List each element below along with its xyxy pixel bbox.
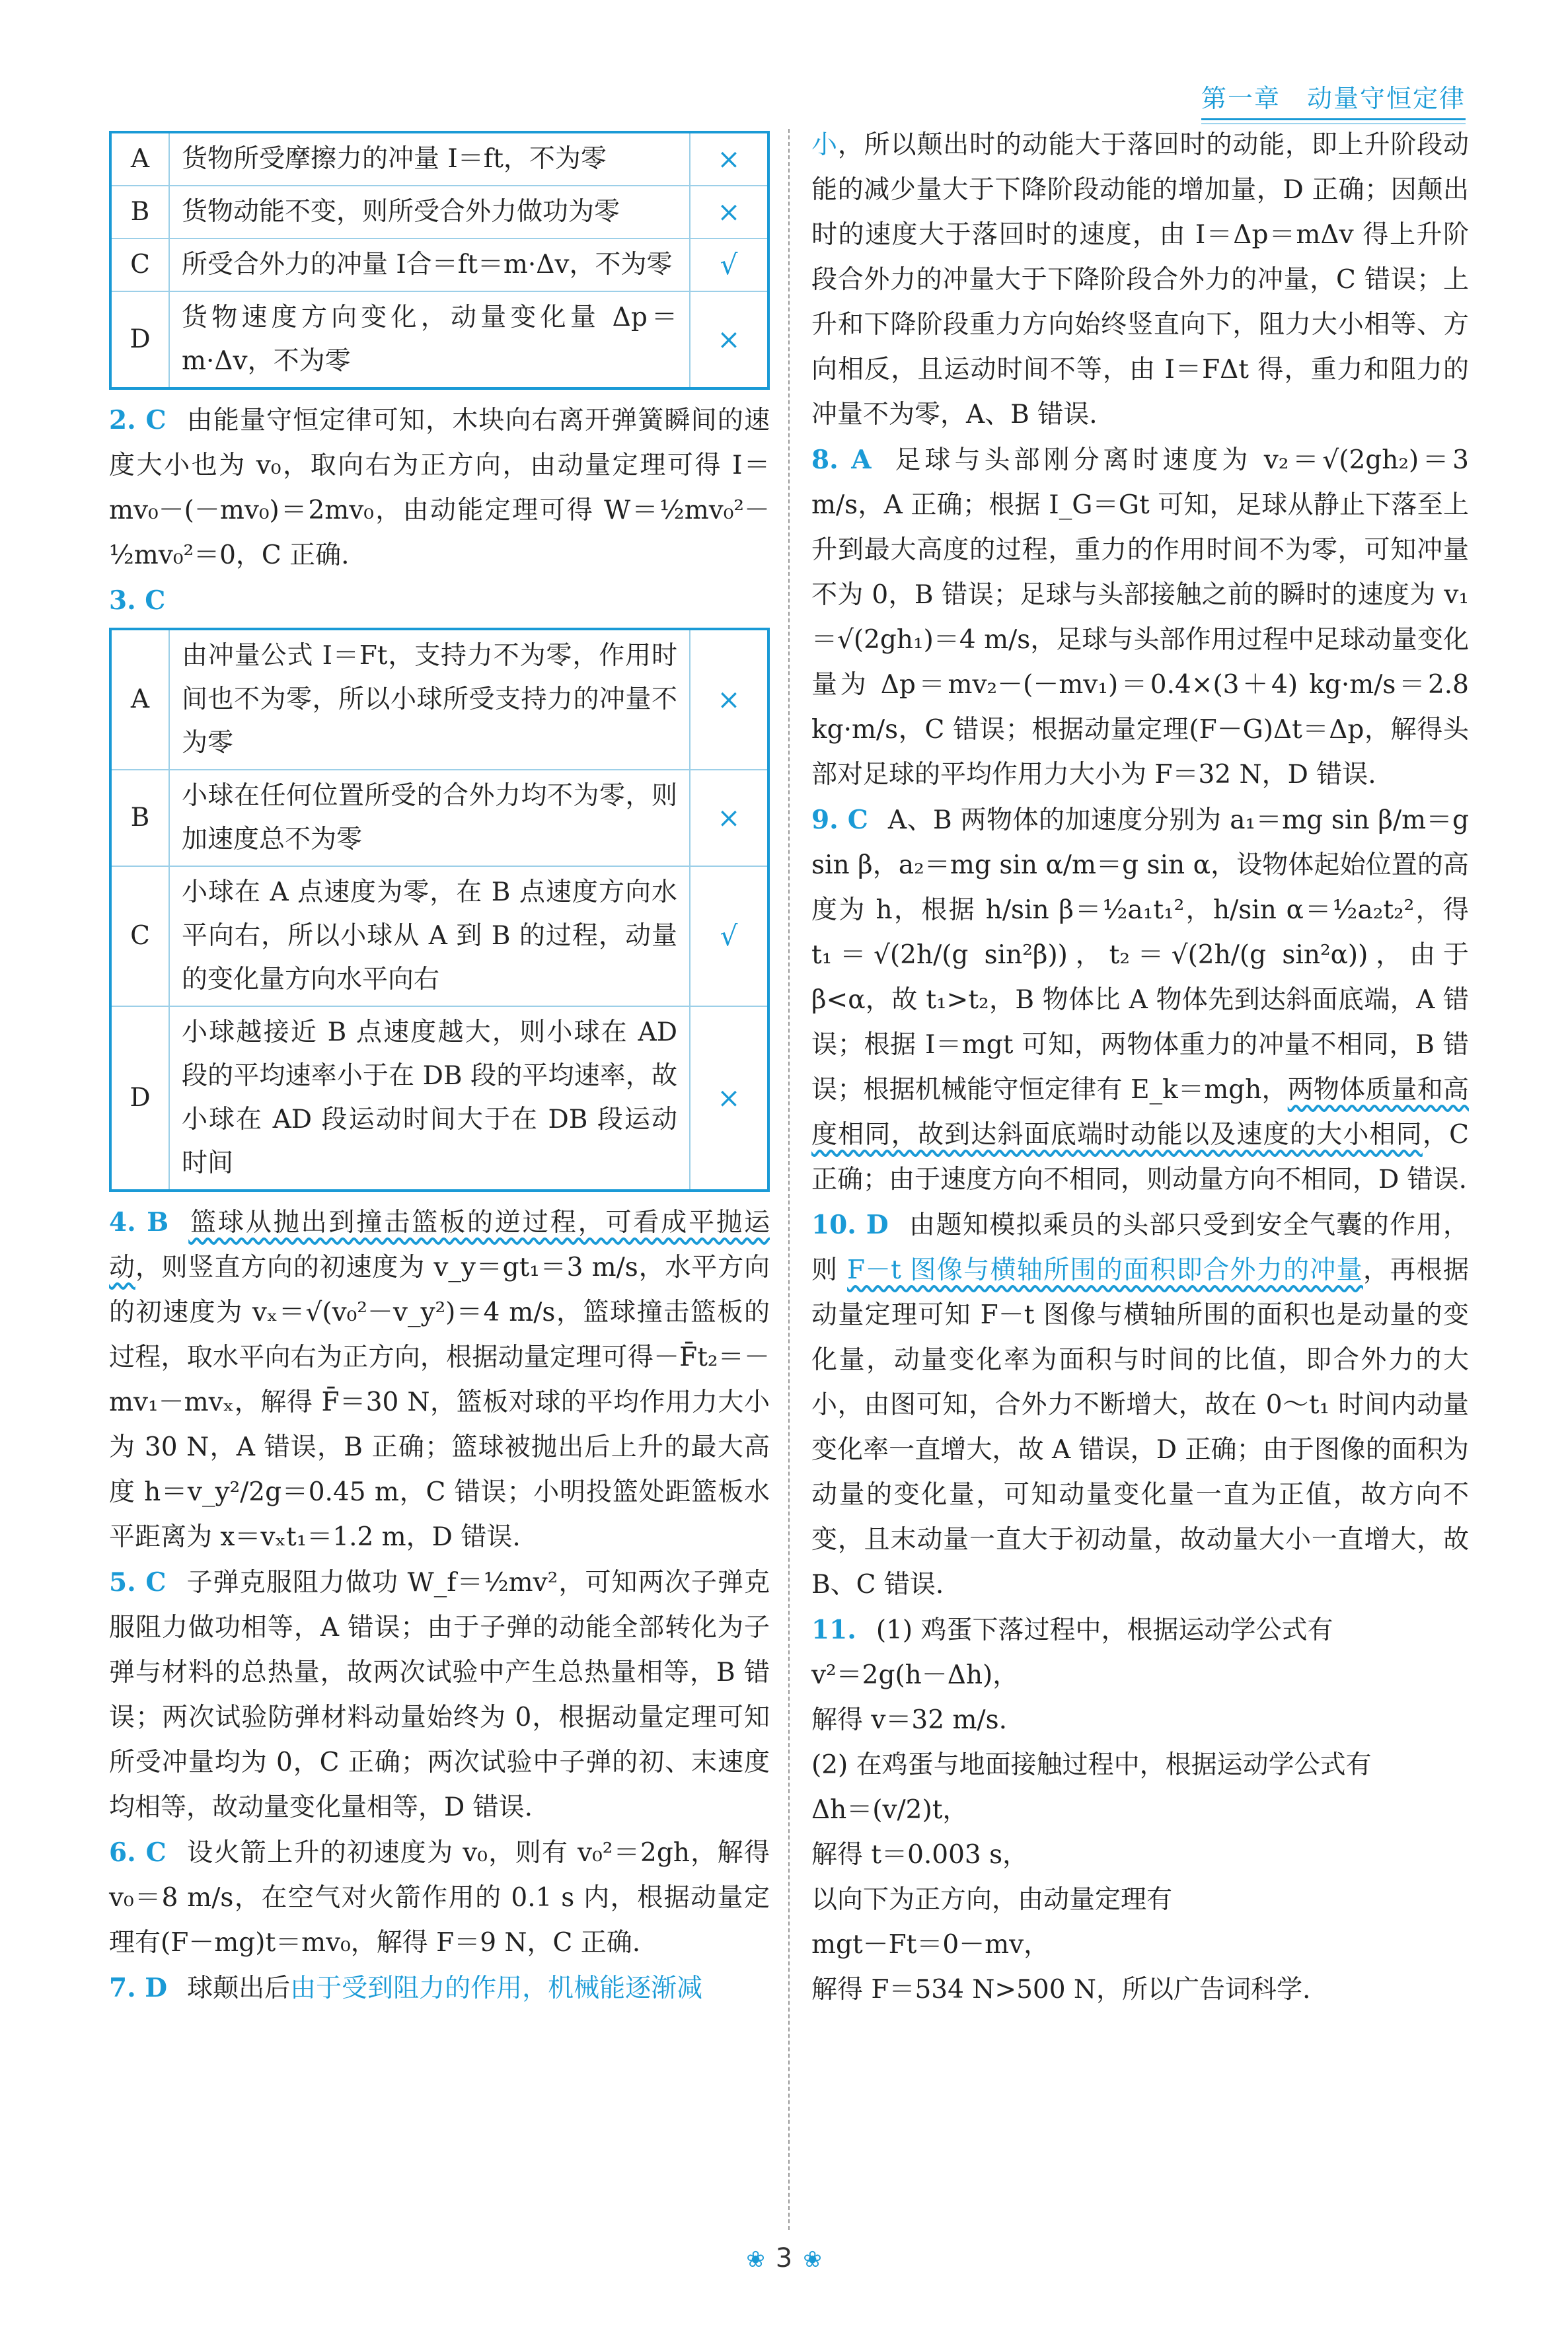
left-column (109, 131, 770, 2011)
highlighted-text: 由于受到阻力的作用，机械能逐渐减 (290, 1974, 703, 2003)
answer-label: 2. C (109, 405, 167, 435)
cross-icon: × (690, 1006, 768, 1191)
answer-item (811, 1923, 1469, 1968)
answer-text: Δh＝(v/2)t， (811, 1795, 969, 1825)
answer-item (109, 1200, 770, 1560)
answer-text: ，所以颠出时的动能大于落回时的动能，即上升阶段动能的减少量大于下降阶段动能的增加量，D 正确；因颠出时的速度大于落回时的速度，由 I＝Δp＝mΔv 得上升阶段合外力的冲量大于下降阶段合外力的冲量，C 错误；上升和下降阶段重力方向始终竖直向下，阻力大小相等、方向相反，且运动时间不等，由 I＝FΔt 得，重力和阻力的冲量不为零，A、B 错误. (811, 130, 1469, 429)
answer-text: 设火箭上升的初速度为 v₀，则有 v₀²＝2gh，解得 v₀＝8 m/s，在空气对火箭作用的 0.1 s 内，根据动量定理有(F－mg)t＝mv₀，解得 F＝9 N，C 正确. (109, 1838, 770, 1958)
answer-item (811, 1833, 1469, 1878)
answer-item (811, 1607, 1469, 1653)
option-text: 小球在任何位置所受的合外力均不为零，则加速度总不为零 (169, 770, 690, 866)
answer-item (811, 1878, 1469, 1923)
answer-text: 解得 F＝534 N>500 N，所以广告词科学. (811, 1975, 1311, 2005)
answer-text: 由题知模拟乘员的头部只受到安全气囊的作用，则 (811, 1210, 1469, 1285)
answer-text: 由能量守恒定律可知，木块向右离开弹簧瞬间的速度大小也为 v₀，取向右为正方向，由动量定理可得 I＝mv₀－(－mv₀)＝2mv₀，由动能定理可得 W＝½mv₀²－½mv₀²＝0，C 正确. (109, 406, 770, 570)
option-key: B (110, 770, 169, 866)
answer-item (811, 123, 1469, 437)
cross-icon: × (690, 186, 768, 239)
option-key: C (110, 239, 169, 291)
answer-text: mgt－Ft＝0－mv， (811, 1930, 1050, 1960)
highlighted-text: 篮球从抛出到撞击篮板的逆过程，可看成平抛运动 (109, 1208, 770, 1282)
answer-text: ，则竖直方向的初速度为 v_y＝gt₁＝3 m/s，水平方向的初速度为 vₓ＝√(v₀²－v_y²)＝4 m/s，篮球撞击篮板的过程，取水平向右为正方向，根据动量定理可得－F̄t₂＝－mv₁－mvₓ，解得 F̄＝30 N，篮板对球的平均作用力大小为 30 N，A 错误，B 正确；篮球被抛出后上升的最大高度 h＝v_y²/2g＝0.45 m，C 错误；小明投篮处距篮板水平距离为 x＝vₓt₁＝1.2 m，D 错误. (109, 1253, 770, 1552)
answer-label: 3. C (109, 585, 166, 616)
answer-label: 7. D (109, 1973, 168, 2003)
option-key: D (110, 1006, 169, 1191)
answer-label: 9. C (811, 805, 868, 835)
ornament-icon: ❀ (803, 2246, 822, 2273)
answer-item (109, 398, 770, 578)
answer-item (811, 1698, 1469, 1743)
answer-label: 5. C (109, 1567, 167, 1598)
option-text: 货物动能不变，则所受合外力做功为零 (169, 186, 690, 239)
answer-item (811, 1788, 1469, 1833)
answer-item (811, 1653, 1469, 1698)
highlighted-text: F－t 图像与横轴所围的面积即合外力的冲量 (847, 1255, 1363, 1285)
answer-text: 以向下为正方向，由动量定理有 (811, 1885, 1173, 1915)
answer-item (109, 1966, 770, 2011)
answer-text: 解得 t＝0.003 s， (811, 1840, 1029, 1870)
answer-item (109, 578, 770, 624)
answer-item (811, 1202, 1469, 1607)
answer-item (811, 1968, 1469, 2012)
answer-text: v²＝2g(h－Δh)， (811, 1660, 1019, 1690)
ornament-icon: ❀ (746, 2246, 765, 2273)
option-key: D (110, 291, 169, 388)
answer-label: 10. D (811, 1210, 889, 1240)
table-row (110, 629, 768, 770)
left-answers (109, 398, 770, 2011)
table-row (110, 1006, 768, 1191)
option-text: 货物速度方向变化，动量变化量 Δp＝m·Δv，不为零 (169, 291, 690, 388)
answer-text: A、B 两物体的加速度分别为 a₁＝mg sin β/m＝g sin β，a₂＝mg sin α/m＝g sin α，设物体起始位置的高度为 h，根据 h/sin β＝½a₁t₁²，h/sin α＝½a₂t₂²，得 t₁＝√(2h/(g sin²β))，t₂＝√(2h/(g sin²α))，由于 β<α，故 t₁>t₂，B 物体比 A 物体先到达斜面底端，A 错误；根据 I＝mgt 可知，两物体重力的冲量不相同，B 错误；根据机械能守恒定律有 E_k＝mgh， (811, 805, 1469, 1105)
highlighted-text: 小 (811, 130, 838, 160)
option-text: 小球越接近 B 点速度越大，则小球在 AD 段的平均速率小于在 DB 段的平均速率，故小球在 AD 段运动时间大于在 DB 段运动时间 (169, 1006, 690, 1191)
option-text: 小球在 A 点速度为零，在 B 点速度方向水平向右，所以小球从 A 到 B 的过程，动量的变化量方向水平向右 (169, 866, 690, 1006)
answer-label: 11. (811, 1615, 856, 1645)
column-divider (788, 129, 790, 2230)
answer-text: 解得 v＝32 m/s. (811, 1705, 1007, 1735)
answer-item (811, 797, 1469, 1202)
answer-text: (2) 在鸡蛋与地面接触过程中，根据运动学公式有 (811, 1750, 1372, 1780)
chapter-header: 第一章 动量守恒定律 (1201, 78, 1466, 120)
table-row (110, 770, 768, 866)
page-footer (0, 2243, 1568, 2273)
table-row (110, 132, 768, 186)
check-icon: √ (690, 239, 768, 291)
answer-text: 子弹克服阻力做功 W_f＝½mv²，可知两次子弹克服阻力做功相等，A 错误；由于子弹的动能全部转化为子弹与材料的总热量，故两次试验中产生总热量相等，B 错误；两次试验防弹材料动量始终为 0，根据动量定理可知所受冲量均为 0，C 正确；两次试验中子弹的初、末速度均相等，故动量变化量相等，D 错误. (109, 1568, 770, 1822)
answer-item (109, 1830, 770, 1966)
answer-text: 球颠出后 (187, 1974, 291, 2003)
option-text: 由冲量公式 I＝Ft，支持力不为零，作用时间也不为零，所以小球所受支持力的冲量不为零 (169, 629, 690, 770)
check-icon: √ (690, 866, 768, 1006)
page-number: 3 (775, 2243, 793, 2273)
right-column (811, 123, 1469, 2012)
cross-icon: × (690, 132, 768, 186)
option-text: 货物所受摩擦力的冲量 I＝ft，不为零 (169, 132, 690, 186)
answer-text: ，C 正确；由于速度方向不相同，则动量方向不相同，D 错误. (811, 1120, 1469, 1195)
table-row (110, 291, 768, 388)
highlighted-text: 两物体质量和高度相同，故到达斜面底端时动能以及速度的大小相同 (811, 1075, 1469, 1150)
table-row (110, 866, 768, 1006)
answer-item (811, 437, 1469, 797)
options-table-1 (109, 131, 770, 390)
answer-text: (1) 鸡蛋下落过程中，根据运动学公式有 (876, 1615, 1333, 1645)
option-text: 所受合外力的冲量 I合＝ft＝m·Δv，不为零 (169, 239, 690, 291)
answer-item (811, 1743, 1469, 1788)
answer-label: 6. C (109, 1837, 167, 1868)
options-table-2 (109, 628, 770, 1192)
answer-label: 8. A (811, 445, 872, 475)
table-row (110, 239, 768, 291)
answer-text: ，再根据动量定理可知 F－t 图像与横轴所围的面积也是动量的变化量，动量变化率为面积与时间的比值，即合外力的大小，由图可知，合外力不断增大，故在 0～t₁ 时间内动量变化率一直增大，故 A 错误，D 正确；由于图像的面积为动量的变化量，可知动量变化量一直为正值，故方向不变，且末动量一直大于初动量，故动量大小一直增大，故 B、C 错误. (811, 1255, 1469, 1600)
answer-text: 足球与头部刚分离时速度为 v₂＝√(2gh₂)＝3 m/s，A 正确；根据 I_G＝Gt 可知，足球从静止下落至上升到最大高度的过程，重力的作用时间不为零，可知冲量不为 0，B 错误；足球与头部接触之前的瞬时的速度为 v₁＝√(2gh₁)＝4 m/s，足球与头部作用过程中足球动量变化量为 Δp＝mv₂－(－mv₁)＝0.4×(3＋4) kg·m/s＝2.8 kg·m/s，C 错误；根据动量定理(F－G)Δt＝Δp，解得头部对足球的平均作用力大小为 F＝32 N，D 错误. (811, 445, 1469, 790)
table-row (110, 186, 768, 239)
option-key: B (110, 186, 169, 239)
cross-icon: × (690, 770, 768, 866)
option-key: A (110, 132, 169, 186)
answer-label: 4. B (109, 1207, 169, 1237)
option-key: A (110, 629, 169, 770)
option-key: C (110, 866, 169, 1006)
answer-item (109, 1560, 770, 1830)
cross-icon: × (690, 629, 768, 770)
cross-icon: × (690, 291, 768, 388)
